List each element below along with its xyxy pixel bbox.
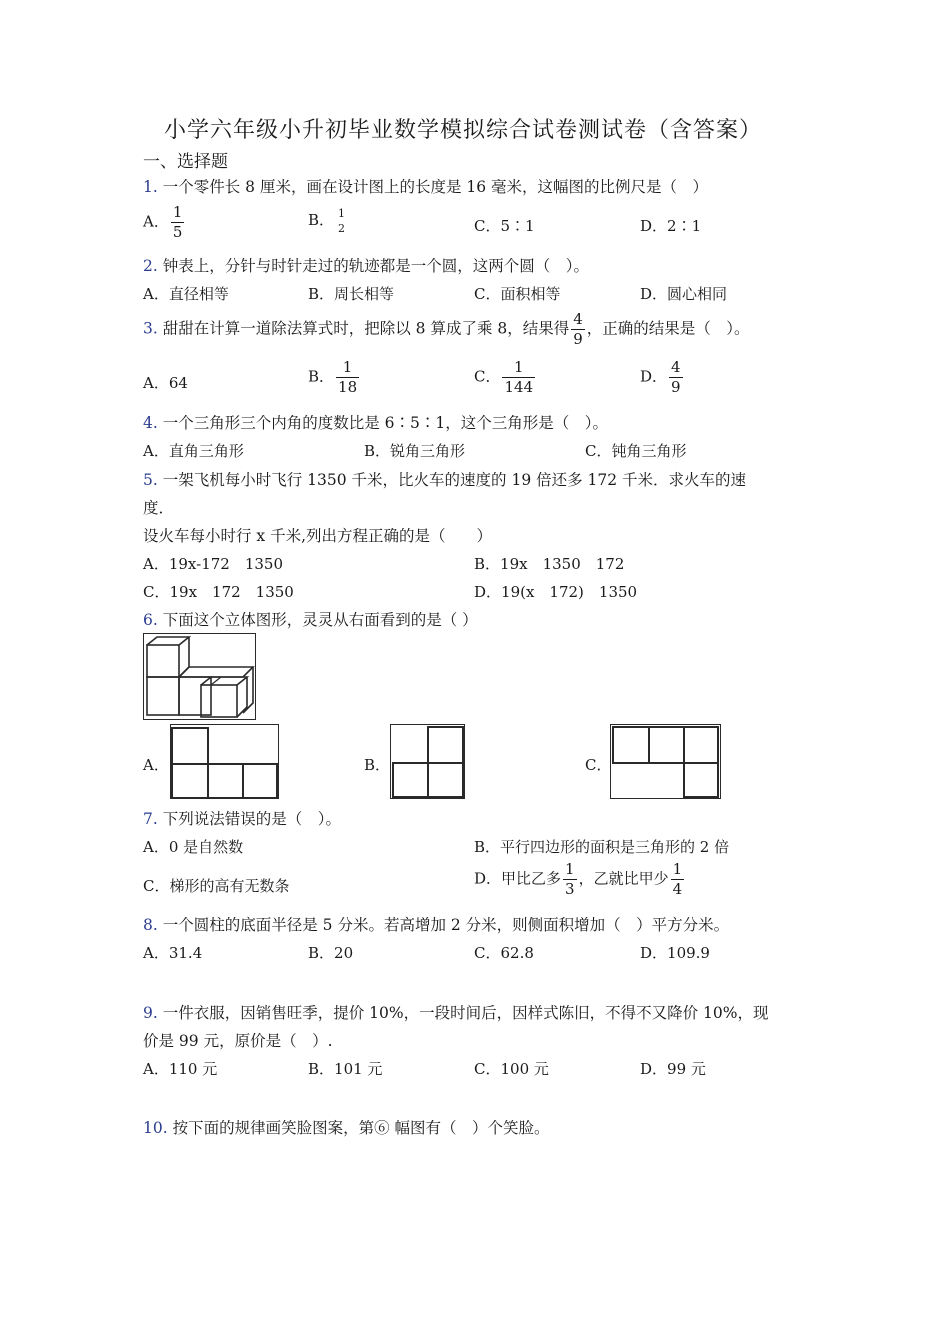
option-b[interactable]: B．周长相等	[308, 285, 395, 303]
option-c[interactable]: C．面积相等	[474, 285, 561, 303]
option-b-view-icon	[390, 724, 466, 800]
question-text: 甜甜在计算一道除法算式时，把除以 8 算成了乘 8，结果得	[162, 319, 570, 338]
option-d[interactable]: D．109.9	[640, 944, 710, 962]
question-number: 9.	[143, 1004, 158, 1022]
option-d[interactable]: D．99 元	[640, 1060, 706, 1078]
question-text: 一架飞机每小时飞行 1350 千米，比火车的速度的 19 倍还多 172 千米．求火车的速	[162, 471, 747, 489]
fraction: $\frac{1}{18}$	[338, 358, 358, 396]
option-d[interactable]	[640, 215, 701, 236]
option-b[interactable]: B．20	[308, 944, 354, 962]
question-text: 一个零件长 8 厘米，画在设计图上的长度是 16 毫米，这幅图的比例尺是（ ）	[162, 178, 709, 196]
option-text: 5∶1	[500, 217, 535, 235]
option-label: C．	[474, 217, 501, 235]
option-c[interactable]: C． $\frac{1}{144}$	[474, 358, 534, 396]
question-10	[143, 1116, 550, 1138]
question-7	[143, 807, 341, 829]
option-d[interactable]: D．圆心相同	[640, 285, 728, 303]
question-5	[143, 468, 746, 490]
question-text: 一个圆柱的底面半径是 5 分米。若高增加 2 分米，则侧面积增加（ ）平方分米。	[162, 916, 730, 934]
option-a[interactable]: A．110 元	[143, 1060, 218, 1078]
question-number: 10.	[143, 1119, 168, 1137]
question-text: 下列说法错误的是（ ）。	[162, 810, 341, 828]
question-1	[143, 175, 708, 197]
question-number: 3.	[143, 319, 158, 338]
option-a[interactable]: A．0 是自然数	[143, 838, 244, 856]
option-a[interactable]: A．直径相等	[143, 285, 229, 303]
question-text: 按下面的规律画笑脸图案，第⑥ 幅图有（ ）个笑脸。	[172, 1119, 550, 1137]
fraction: $\frac{4}{9}$	[573, 310, 583, 348]
page-title: 小学六年级小升初毕业数学模拟综合试卷测试卷（含答案）	[164, 118, 763, 143]
option-a[interactable]: A．64	[143, 374, 188, 392]
fraction: $\frac{1}{3}$	[565, 860, 575, 898]
option-c[interactable]	[474, 215, 535, 236]
question-number: 1.	[143, 178, 158, 196]
option-a[interactable]	[143, 205, 186, 240]
question-number: 8.	[143, 916, 158, 934]
fraction: $\frac{1}{5}$	[172, 203, 183, 241]
option-d[interactable]: D． $\frac{4}{9}$	[640, 358, 681, 396]
option-c[interactable]: C．19x 172 1350	[143, 583, 294, 601]
question-8	[143, 913, 729, 935]
fraction: $\frac{4}{9}$	[671, 358, 681, 396]
option-c[interactable]: C．100 元	[474, 1060, 549, 1078]
option-d[interactable]: D．19(x 172) 1350	[474, 583, 638, 601]
option-label: A．	[143, 212, 169, 231]
option-a[interactable]: A．直角三角形	[143, 442, 244, 460]
option-b[interactable]	[308, 208, 349, 234]
option-b[interactable]: B．锐角三角形	[364, 442, 466, 460]
option-a[interactable]: A．19x-172 1350	[143, 555, 283, 573]
question-text: 下面这个立体图形，灵灵从右面看到的是（ ）	[162, 611, 478, 629]
question-number: 6.	[143, 611, 158, 629]
option-b[interactable]: B．101 元	[308, 1060, 383, 1078]
option-c[interactable]: C．钝角三角形	[585, 442, 687, 460]
question-text: 一个三角形三个内角的度数比是 6∶5∶1，这个三角形是（ ）。	[162, 414, 608, 432]
fraction: $\frac{1}{144}$	[504, 358, 534, 396]
option-c[interactable]: C．62.8	[474, 944, 534, 962]
question-text-sub: 设火车每小时行 x 千米,列出方程正确的是（ ）	[143, 527, 493, 545]
option-label: B．	[308, 211, 335, 229]
question-number: 7.	[143, 810, 158, 828]
question-4	[143, 411, 608, 433]
option-a-view-icon	[170, 724, 280, 800]
question-6	[143, 608, 478, 630]
option-c-view-icon	[610, 724, 722, 800]
option-b[interactable]: B．19x 1350 172	[474, 555, 625, 573]
cube-figure	[143, 633, 257, 721]
fraction: $\frac{1}{4}$	[672, 860, 683, 898]
question-text: ，正确的结果是（ ）。	[586, 319, 750, 338]
option-c[interactable]: C．	[585, 756, 612, 774]
option-a[interactable]: A．	[143, 756, 169, 774]
option-d[interactable]: D．甲比乙多 $\frac{1}{3}$ ，乙就比甲少 $\frac{1}{4}$	[474, 860, 683, 898]
question-text: 钟表上，分针与时针走过的轨迹都是一个圆，这两个圆（ ）。	[162, 257, 589, 275]
option-b[interactable]: B．	[364, 756, 391, 774]
question-9	[143, 1001, 769, 1023]
question-3	[143, 312, 750, 347]
option-text: 2∶1	[667, 217, 702, 235]
fraction: 1 2	[338, 207, 346, 235]
section-heading: 一、选择题	[143, 152, 228, 172]
option-b[interactable]: B．平行四边形的面积是三角形的 2 倍	[474, 838, 730, 856]
question-2	[143, 254, 589, 276]
question-number: 4.	[143, 414, 158, 432]
question-number: 5.	[143, 471, 158, 489]
question-text-continued: 价是 99 元，原价是（ ）.	[143, 1032, 333, 1050]
option-a[interactable]: A．31.4	[143, 944, 203, 962]
question-text-continued: 度．	[143, 499, 175, 517]
option-b[interactable]: B． $\frac{1}{18}$	[308, 358, 358, 396]
option-c[interactable]: C．梯形的高有无数条	[143, 877, 290, 895]
option-label: D．	[640, 217, 668, 235]
question-text: 一件衣服，因销售旺季，提价 10%，一段时间后，因样式陈旧，不得不又降价 10%，现	[162, 1004, 769, 1022]
question-number: 2.	[143, 257, 158, 275]
